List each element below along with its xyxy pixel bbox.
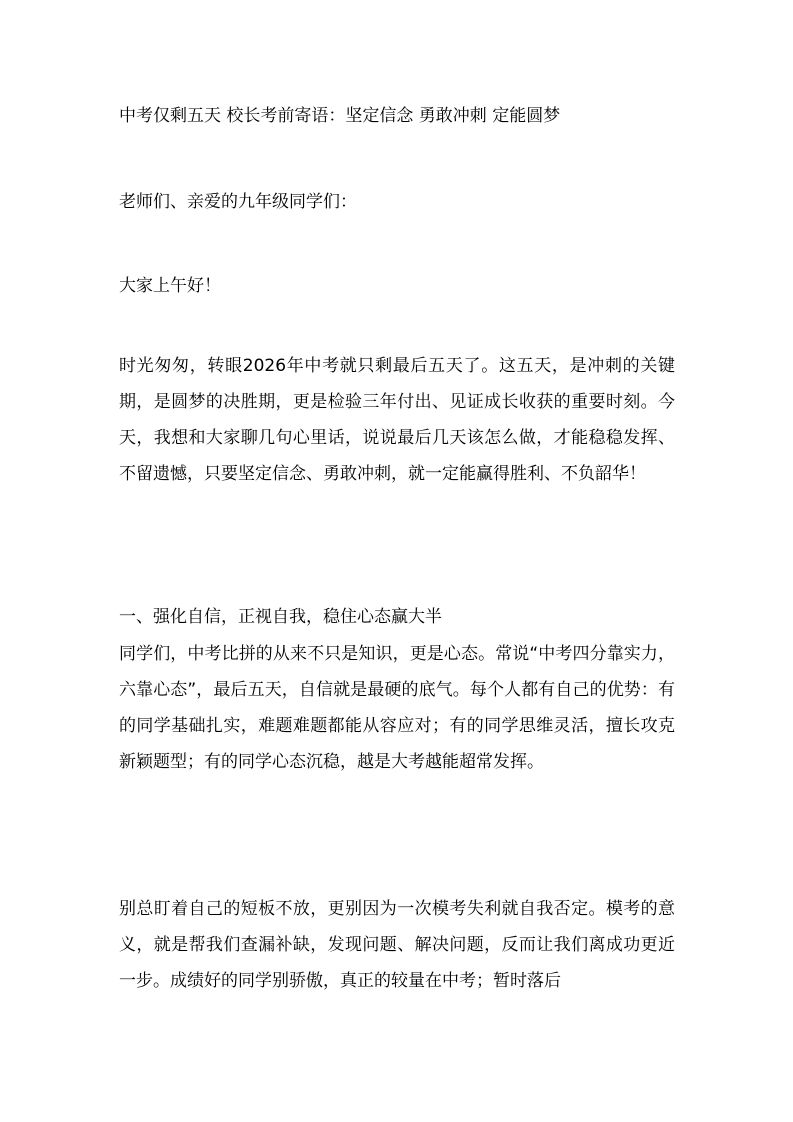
greeting: 大家上午好！ [119, 276, 221, 296]
salutation: 老师们、亲爱的九年级同学们： [119, 192, 357, 212]
section-1-paragraph-2: 别总盯着自己的短板不放，更别因为一次模考失利就自我否定。模考的意义，就是帮我们查漏补缺，发现问题、解决问题，反而让我们离成功更近一步。成绩好的同学别骄傲，真正的较量在中考；暂时落后 [119, 899, 675, 991]
section-1-heading: 一、强化自信，正视自我，稳住心态赢大半 [119, 607, 442, 627]
document-title: 中考仅剩五天 校长考前寄语：坚定信念 勇敢冲刺 定能圆梦 [119, 106, 561, 126]
intro-paragraph: 时光匆匆，转眼2026年中考就只剩最后五天了。这五天，是冲刺的关键期，是圆梦的决胜期，更是检验三年付出、见证成长收获的重要时刻。今天，我想和大家聊几句心里话，说说最后几天该怎么做，才能稳稳发挥、不留遗憾，只要坚定信念、勇敢冲刺，就一定能赢得胜利、不负韶华！ [119, 356, 675, 484]
section-1-paragraph-1: 同学们，中考比拼的从来不只是知识，更是心态。常说“中考四分靠实力，六靠心态”，最后五天，自信就是最硬的底气。每个人都有自己的优势：有的同学基础扎实，难题难题都能从容应对；有的同学思维灵活，擅长攻克新颖题型；有的同学心态沉稳，越是大考越能超常发挥。 [119, 644, 675, 772]
